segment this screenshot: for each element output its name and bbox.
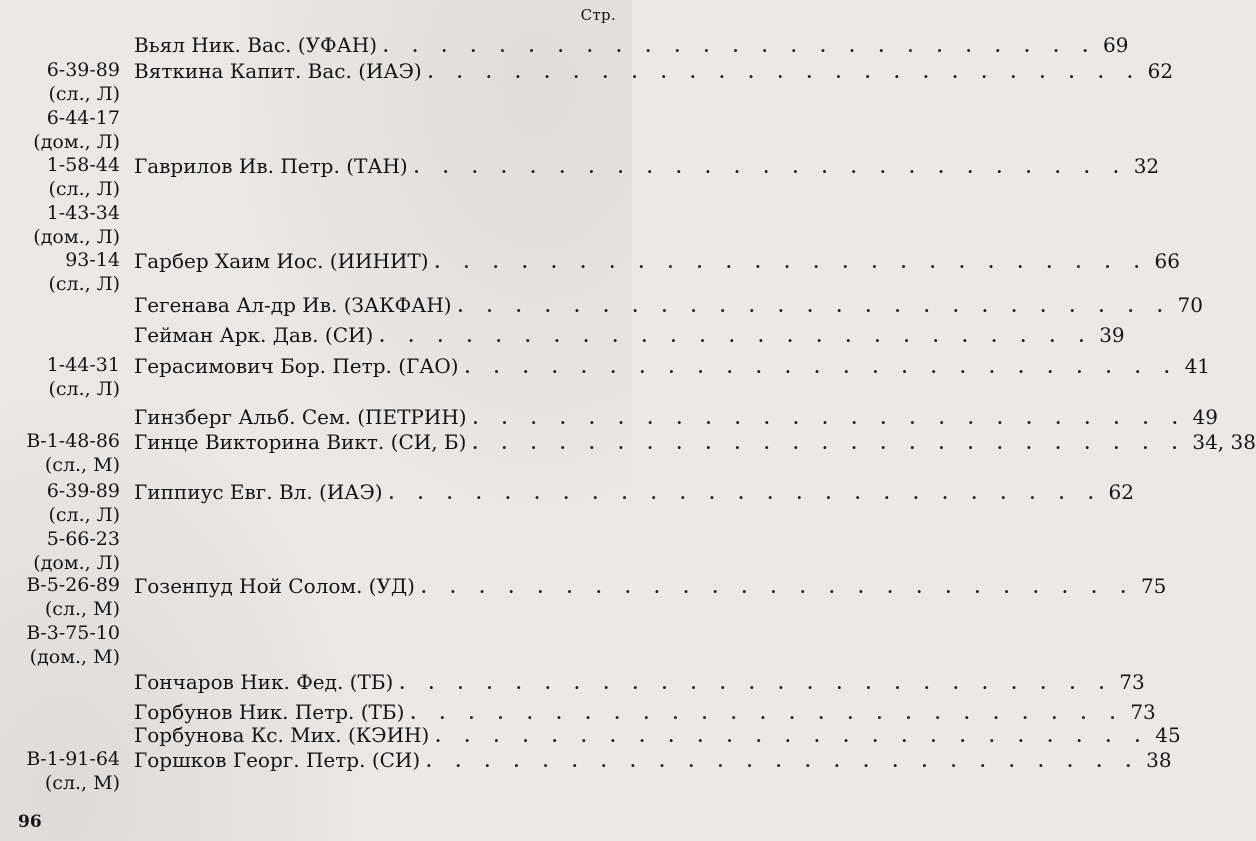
phone-type: (сл., Л) [48, 504, 120, 526]
page-number: 96 [18, 812, 42, 832]
entry-name: Гарбер Хаим Иос. (ИИНИТ) [134, 249, 429, 273]
entry-name-line [134, 322, 1125, 348]
entry-name-line [134, 722, 1181, 748]
entry-name-line [134, 353, 1211, 379]
phone-number: В-1-48-86 [26, 430, 120, 452]
phone-type: (дом., Л) [33, 226, 120, 248]
leader-dots: . . . . . . . . . . . . . . . . . . . . . . . . . [427, 63, 1142, 82]
leader-dots: . . . . . . . . . . . . . . . . . . . . . . . . . [388, 484, 1103, 503]
entry-name: Гинзберг Альб. Сем. (ПЕТРИН) [134, 405, 467, 429]
leader-dots: . . . . . . . . . . . . . . . . . . . . . . . . . [413, 158, 1128, 177]
leader-dots: . . . . . . . . . . . . . . . . . . . . . . . . . [426, 752, 1141, 771]
entry-pages: 49 [1192, 405, 1218, 429]
entry-name: Герасимович Бор. Петр. (ГАО) [134, 354, 459, 378]
leader-dots: . . . . . . . . . . . . . . . . . . . . . . . . . [379, 327, 1094, 346]
phone-type: (сл., Л) [48, 178, 120, 200]
phone-number: 93-14 [65, 249, 120, 271]
entry-name-line [134, 479, 1134, 505]
entry-name: Гинце Викторина Викт. (СИ, Б) [134, 430, 467, 454]
leader-dots: . . . . . . . . . . . . . . . . . . . . . . . . . [435, 727, 1150, 746]
page-column-header: Стр. [580, 6, 616, 24]
phone-type: (сл., Л) [48, 83, 120, 105]
entry-pages: 73 [1119, 670, 1145, 694]
entry-pages: 70 [1177, 293, 1203, 317]
entry-pages: 73 [1130, 700, 1156, 724]
phone-number: В-1-91-64 [26, 748, 120, 770]
phone-number: 1-44-31 [46, 354, 120, 376]
entry-name-line [134, 747, 1172, 773]
entry-pages: 41 [1184, 354, 1211, 378]
leader-dots: . . . . . . . . . . . . . . . . . . . . . . . . . [472, 434, 1187, 453]
phone-type: (сл., М) [44, 598, 120, 620]
entry-name-line [134, 404, 1218, 430]
leader-dots: . . . . . . . . . . . . . . . . . . . . . . . . . [399, 674, 1114, 693]
entry-name: Гозенпуд Ной Солом. (УД) [134, 574, 415, 598]
entry-pages: 62 [1108, 480, 1134, 504]
phone-number: 6-39-89 [46, 480, 120, 502]
leader-dots: . . . . . . . . . . . . . . . . . . . . . . . . . [383, 37, 1097, 56]
phone-number: 1-43-34 [46, 202, 120, 224]
phone-number: 1-58-44 [46, 154, 120, 176]
entry-pages: 38 [1146, 748, 1172, 772]
leader-dots: . . . . . . . . . . . . . . . . . . . . . . . . . [434, 253, 1149, 272]
entry-pages: 32 [1133, 154, 1160, 178]
entry-name-line [134, 669, 1145, 695]
entry-pages: 66 [1154, 249, 1180, 273]
leader-dots: . . . . . . . . . . . . . . . . . . . . . . . . . [410, 704, 1125, 723]
entry-name: Гегенава Ал-др Ив. (ЗАКФАН) [134, 293, 452, 317]
entry-name-line [134, 32, 1129, 58]
phone-number: В-3-75-10 [26, 622, 120, 644]
phone-type: (сл., М) [44, 454, 120, 476]
phone-type: (сл., Л) [48, 273, 120, 295]
phone-type: (дом., Л) [33, 552, 120, 574]
leader-dots: . . . . . . . . . . . . . . . . . . . . . . . . . [464, 358, 1179, 377]
leader-dots: . . . . . . . . . . . . . . . . . . . . . . . . . [472, 409, 1187, 428]
entry-name: Горшков Георг. Петр. (СИ) [134, 748, 421, 772]
entry-name: Горбунова Кс. Мих. (КЭИН) [134, 723, 430, 747]
entry-pages: 75 [1140, 574, 1167, 598]
entry-pages: 45 [1155, 723, 1181, 747]
leader-dots: . . . . . . . . . . . . . . . . . . . . . . . . . [457, 297, 1172, 316]
entry-name: Гончаров Ник. Фед. (ТБ) [134, 670, 394, 694]
phone-type: (сл., М) [44, 772, 120, 794]
phone-type: (дом., М) [29, 646, 120, 668]
entry-name-line [134, 573, 1167, 599]
entry-name: Гейман Арк. Дав. (СИ) [134, 323, 374, 347]
leader-dots: . . . . . . . . . . . . . . . . . . . . . . . . . [420, 578, 1135, 597]
entry-name-line [134, 248, 1180, 274]
phone-number: В-5-26-89 [26, 574, 120, 596]
entry-pages: 69 [1103, 33, 1129, 57]
entry-name-line [134, 292, 1203, 318]
phone-number: 6-44-17 [46, 107, 120, 129]
entry-pages: 62 [1147, 59, 1174, 83]
phone-type: (сл., Л) [48, 378, 120, 400]
entry-name: Вьял Ник. Вас. (УФАН) [134, 33, 378, 57]
entry-name-line [134, 429, 1256, 455]
entry-pages: 39 [1099, 323, 1125, 347]
phone-number: 6-39-89 [46, 59, 120, 81]
entry-name: Гаврилов Ив. Петр. (ТАН) [134, 154, 408, 178]
entry-name: Гиппиус Евг. Вл. (ИАЭ) [134, 480, 383, 504]
entry-name: Вяткина Капит. Вас. (ИАЭ) [134, 59, 422, 83]
entry-name: Горбунов Ник. Петр. (ТБ) [134, 700, 405, 724]
phone-number: 5-66-23 [46, 528, 120, 550]
phone-type: (дом., Л) [33, 131, 120, 153]
entry-name-line [134, 58, 1174, 84]
entry-name-line [134, 153, 1160, 179]
entry-pages: 34, 38 [1192, 430, 1256, 454]
